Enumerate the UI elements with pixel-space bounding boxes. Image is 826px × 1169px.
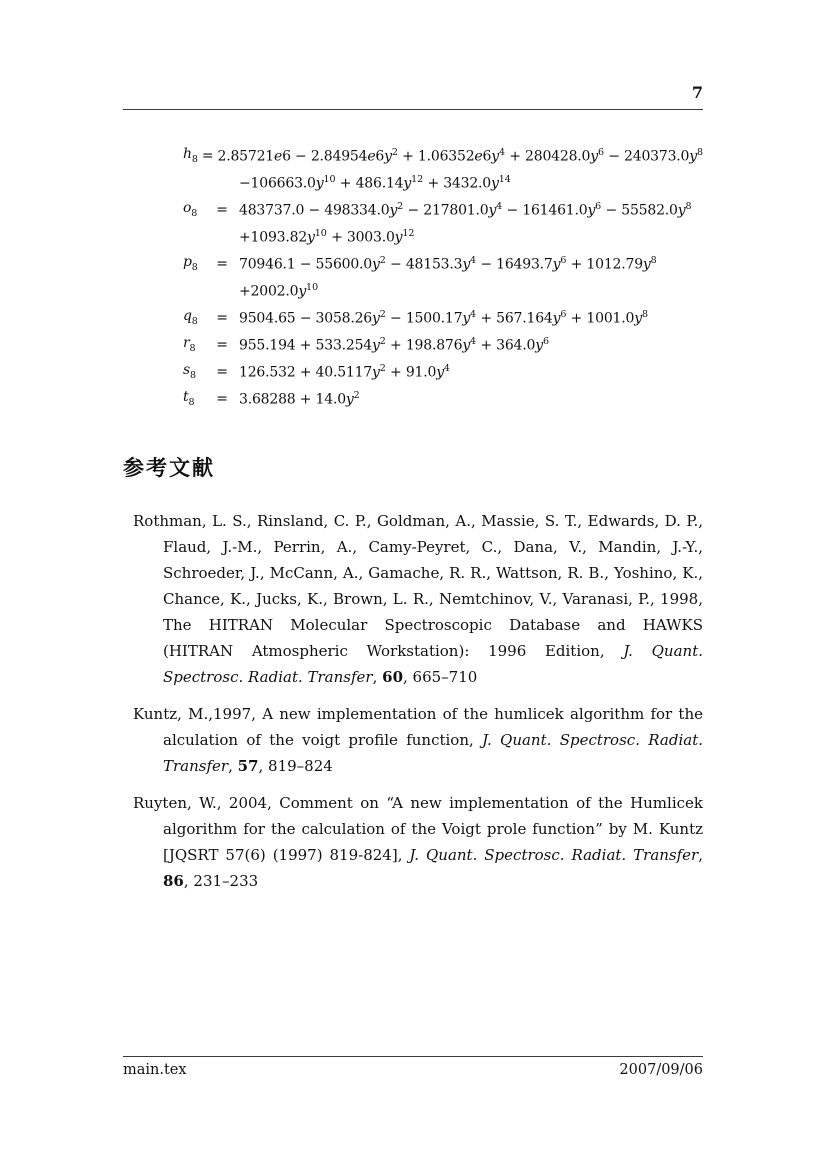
reference-item [133, 701, 703, 779]
page-footer [123, 1056, 703, 1078]
reference-item [133, 790, 703, 894]
equation-line [183, 358, 703, 385]
equation-label: $t_8$ [183, 389, 195, 408]
equals-sign: = [201, 147, 214, 164]
footer-row [123, 1062, 703, 1078]
equals-sign: = [216, 336, 228, 353]
equation-line [183, 223, 703, 250]
equation-line [183, 277, 703, 304]
equation-line [183, 169, 703, 196]
footer-rule [123, 1056, 703, 1057]
equation-rhs: $9504.65 - 3058.26y^2 - 1500.17y^4 + 567.164y^6 + 1001.0y^8$ [239, 308, 648, 327]
equation-label: $r_8$ [183, 335, 196, 354]
volume-number: 57 [237, 757, 259, 775]
volume-number: 60 [382, 668, 404, 686]
reference-text: , 819–824 [258, 757, 333, 775]
equation-label: $q_8$ [183, 308, 198, 327]
equation-line [183, 196, 703, 223]
equation-rhs: $126.532 + 40.5117y^2 + 91.0y^4$ [239, 362, 450, 381]
reference-text: Ruyten, W., 2004, Comment on “A new implementation of the Humlicek algorithm for the calculation of the Voigt prole function” by M. Kuntz [JQSRT 57(6) (1997) 819-824], [133, 794, 703, 864]
equals-sign: = [216, 201, 228, 218]
equation-line [183, 250, 703, 277]
equation-rhs: $+1093.82y^{10} + 3003.0y^{12}$ [239, 227, 415, 246]
reference-item [133, 508, 703, 690]
equals-sign: = [216, 255, 228, 272]
equals-sign: = [216, 363, 228, 380]
page-header [123, 84, 703, 102]
equation-rhs: $70946.1 - 55600.0y^2 - 48153.3y^4 - 16493.7y^6 + 1012.79y^8$ [239, 254, 657, 273]
equation-rhs: $2.85721e6 - 2.84954e6y^2 + 1.06352e6y^4 + 280428.0y^6 - 240373.0y^8$ [217, 146, 703, 165]
equation-rhs: $3.68288 + 14.0y^2$ [239, 389, 360, 408]
footer-filename: main.tex [123, 1062, 187, 1078]
reference-text: Kuntz, M.,1997, A new implementation of the humlicek algorithm for the alculation of the voigt profile function, [133, 705, 703, 749]
volume-number: 86 [163, 872, 184, 890]
reference-text: , 231–233 [183, 872, 259, 890]
journal-name: J. Quant. Spectrosc. Radiat. Transfer [163, 642, 703, 686]
reference-text: , [698, 846, 703, 864]
equation-block [183, 142, 703, 412]
header-rule [123, 109, 703, 110]
equation-label: $o_8$ [183, 200, 198, 219]
equation-line [183, 331, 703, 358]
equals-sign: = [216, 309, 228, 326]
journal-name: J. Quant. Spectrosc. Radiat. Transfer [163, 731, 703, 775]
equation-label: $p_8$ [183, 254, 198, 273]
equation-rhs: $483737.0 - 498334.0y^2 - 217801.0y^4 - 161461.0y^6 - 55582.0y^8$ [239, 200, 692, 219]
equation-line [183, 142, 703, 169]
reference-text: , 665–710 [403, 668, 478, 686]
equation-rhs: $955.194 + 533.254y^2 + 198.876y^4 + 364.0y^6$ [239, 335, 549, 354]
reference-text: , [372, 668, 383, 686]
equation-label: $h_8$ [183, 146, 198, 165]
references-list [123, 508, 703, 894]
equation-label: $s_8$ [183, 362, 197, 381]
journal-name: J. Quant. Spectrosc. Radiat. Transfer [409, 846, 699, 864]
references-heading: 参考文献 [123, 456, 215, 480]
reference-text: , [228, 757, 238, 775]
equation-rhs: $-106663.0y^{10} + 486.14y^{12} + 3432.0y^{14}$ [239, 173, 511, 192]
equation-rhs: $+2002.0y^{10}$ [239, 281, 319, 300]
reference-text: Rothman, L. S., Rinsland, C. P., Goldman, A., Massie, S. T., Edwards, D. P., Flaud, J.-M., Perrin, A., Camy-Peyret, C., Dana, V., Mandin, J.-Y., Schroeder, J., McCann, A., Gamache, R. R., Wattson, R. B., Yoshino, K., Chance, K., Jucks, K., Brown, L. R., Nemtchinov, V., Varanasi, P., 1998, The HITRAN Molecular Spectroscopic Database and HAWKS (HITRAN Atmospheric Workstation): 1996 Edition, [133, 512, 703, 660]
footer-date: 2007/09/06 [619, 1062, 703, 1078]
equation-line [183, 304, 703, 331]
text-block [123, 0, 703, 905]
equation-line [183, 385, 703, 412]
page-number: 7 [691, 83, 703, 102]
equals-sign: = [216, 390, 228, 407]
